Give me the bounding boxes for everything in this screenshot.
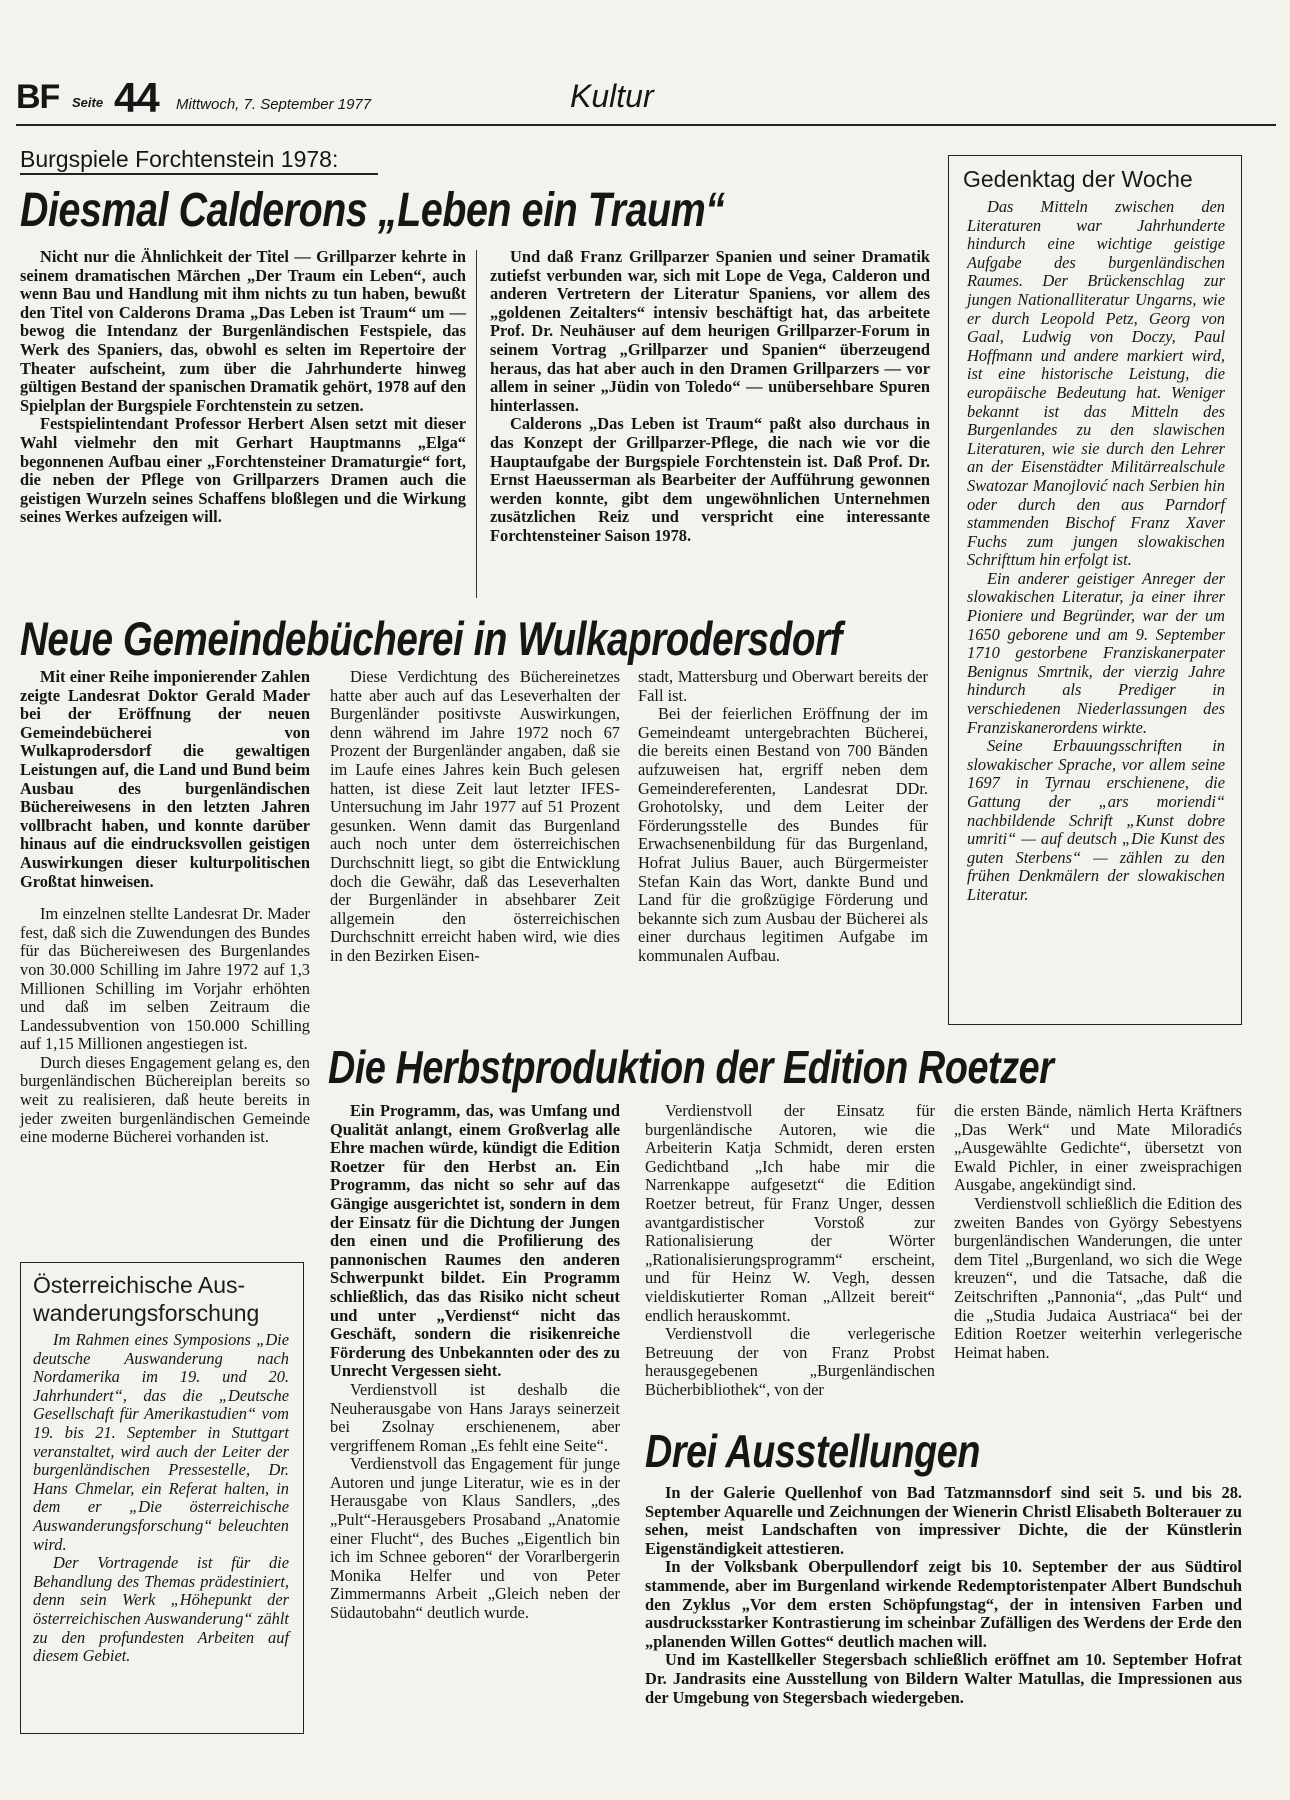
paragraph: Mit einer Reihe imponierender Zahlen zeigte Landesrat Doktor Gerald Mader bei der Eröffnung der neuen Gemeindebücherei von Wulkaprodersdorf die gewaltigen Leistungen auf, die Land und Bund beim Ausbau des burgenländischen Büchereiwesens in den letzten Jahren vollbracht haben, und konnte darüber hinaus auf die eindrucksvollen geistigen Auswirkungen dieser kulturpolitischen Großtat hinweisen. xyxy=(20,667,310,891)
headline-buecherei: Neue Gemeindebücherei in Wulkaprodersdorf xyxy=(20,612,842,665)
gedenktag-title: Gedenktag der Woche xyxy=(963,166,1193,192)
paragraph: In der Volksbank Oberpullendorf zeigt bis 10. September der aus Südtirol stammende, aber im Burgenland wirkende Redemptoristenpater Albert Bundschuh den Zyklus „Vor dem ersten Schöpfungstag“, der in intensiven Farben und ausdrucksstarker Kontrastierung im scheinbar Zufälligen des Werdens der Erde den „planenden Willen Gottes“ deutlich machen will. xyxy=(645,1557,1242,1651)
article2-col1 xyxy=(20,668,310,1147)
title-line: wanderungsforschung xyxy=(33,1300,260,1326)
logo: BF xyxy=(16,78,60,116)
article3-col1 xyxy=(330,1102,620,1623)
paragraph: Bei der feierlichen Eröffnung der im Gemeindeamt untergebrachten Bücherei, die bereits einen Bestand von 700 Bänden aufzuweisen hat, ergriff neben dem Gemeindereferenten, Landesrat DDr. Grohotolsky, und dem Leiter der Förderungsstelle des Bundes für Erwachsenenbildung für das Burgenland, Hofrat Julius Bauer, auch Bürgermeister Stefan Kain das Wort, dankte Bund und Land für die großzügige Förderung und bekannte sich zum Ausbau der Bücherei als einer durchaus legitimen Aufgabe im kommunalen Aufbau. xyxy=(638,704,928,965)
page-label: Seite xyxy=(72,95,104,110)
paragraph: Ein Programm, das, was Umfang und Qualität anlangt, einem Großverlag alle Ehre machen würde, kündigt die Edition Roetzer für den Herbst an. Ein Programm, das nicht so sehr auf das Gängige ausgerichtet ist, sondern in dem der Einsatz für die Dichtung der Jungen den einen und die Profilierung des pannonischen Raumes den anderen Schwerpunkt bildet. Ein Programm schließlich, das das Risiko nicht scheut und unter „Verdienst“ nicht das Geschäft, sondern die risikenreiche Förderung des Unbekannten oder des zu Unrecht Vergessen sieht. xyxy=(330,1101,620,1381)
paragraph: In der Galerie Quellenhof von Bad Tatzmannsdorf sind seit 5. und bis 28. September Aquarelle und Zeichnungen der Wienerin Christl Elisabeth Bolterauer zu sehen, meist Landschaften von impressiver Dichte, die der Künstlerin Eigenständigkeit attestieren. xyxy=(645,1483,1242,1558)
gedenktag-box xyxy=(948,155,1242,1025)
paragraph: Calderons „Das Leben ist Traum“ paßt also durchaus in das Konzept der Grillparzer-Pflege, die nach wie vor die Hauptaufgabe der Burgspiele Forchtenstein ist. Daß Prof. Dr. Ernst Haeusserman als Bearbeiter der Aufführung gewonnen werden konnte, gibt dem ungewöhnlichen Unternehmen zusätzlichen Reiz und verspricht eine interessante Forchtensteiner Saison 1978. xyxy=(490,414,930,545)
paragraph: Durch dieses Engagement gelang es, den burgenländischen Büchereiplan bereits so weit zu realisieren, daß heute bereits in jeder zweiten burgenländischen Gemeinde eine moderne Bücherei vorhanden ist. xyxy=(20,1052,310,1147)
gedenktag-body xyxy=(967,198,1225,905)
issue-date: Mittwoch, 7. September 1977 xyxy=(176,96,372,113)
auswanderung-title xyxy=(33,1271,259,1327)
column-rule xyxy=(476,250,477,598)
auswanderung-body xyxy=(33,1331,289,1666)
paragraph: Verdienstvoll das Engagement für junge Autoren und junge Literatur, wie es in der Herausgabe von Klaus Sandlers, „des „Pult“-Herausgebers Prosaband „Anatomie einer Flucht“, des Buches „Eigentlich bin ich im Schnee geboren“ der Vorarlbergerin Monika Helfer und von Peter Zimmermanns Arbeit „Gleich neben der Südautobahn“ deutlich wurde. xyxy=(330,1454,620,1623)
paragraph: Festspielintendant Professor Herbert Alsen setzt mit dieser Wahl vielmehr den mit Gerhart Hauptmanns „Elga“ begonnenen Aufbau einer „Forchtensteiner Dramaturgie“ fort, die neben der Pflege von Grillparzers Dramen auch die geistigen Wurzeln seines Schaffens bloßlegen und die Wirkung seines Werkes aufzeigen will. xyxy=(20,414,466,527)
article2-col3 xyxy=(638,668,928,966)
paragraph: Diese Verdichtung des Büchereinetzes hatte aber auch auf das Leseverhalten der Burgenländer positivste Auswirkungen, denn während im Jahre 1972 noch 67 Prozent der Burgenländer angaben, daß sie im Laufe eines Jahres kein Buch gelesen hatten, ist diese Zeit laut letzter IFES-Untersuchung im Jahr 1977 auf 51 Prozent gesunken. Wenn damit das Burgenland auch noch unter dem österreichischen Durchschnitt liegt, so gibt die Entwicklung doch die Gewähr, daß das Leseverhalten der Burgenländer in absehbarer Zeit allgemein den österreichischen Durchschnitt erreicht haben wird, wie dies in den Bezirken Eisen- xyxy=(330,667,620,965)
kicker: Burgspiele Forchtenstein 1978: xyxy=(20,146,339,172)
title-line: Österreichische Aus- xyxy=(33,1272,246,1298)
headline-ausstellungen: Drei Ausstellungen xyxy=(645,1425,980,1477)
kicker-rule xyxy=(20,173,378,175)
article1-col2 xyxy=(490,248,930,546)
paragraph: Verdienstvoll schließlich die Edition des zweiten Bandes von György Sebestyens burgenländischen Wanderungen, die unter dem Titel „Burgenland, wo sich die Wege kreuzen“, und die Tatsache, daß die Zeitschriften „Pannonia“, „das Pult“ und die „Studia Judaica Austriaca“ bei der Edition Roetzer weiterhin verlegerische Heimat haben. xyxy=(954,1193,1242,1362)
paragraph: Das Mitteln zwischen den Literaturen war Jahrhunderte hindurch eine wichtige geistige Aufgabe des burgenländischen Raumes. Der Brückenschlag zur jungen Nationalliteratur Ungarns, wie er durch Leopold Petz, Georg von Gaal, Ludwig von Doczy, Paul Hoffmann und andere markiert wird, ist eine historische Leistung, die europäische Bedeutung hat. Weniger bekannt ist das Mitteln des Burgenlandes zu den slawischen Literaturen, wie sie durch den Lehrer an der Eisenstädter Militärrealschule Swatozar Manojlović nach Serbien hin oder durch den aus Parndorf stammenden Bischof Franz Xaver Fuchs zum jungen slowakischen Schrifttum hin erfolgt ist. xyxy=(967,197,1225,570)
paragraph: die ersten Bände, nämlich Herta Kräftners „Das Werk“ und Mate Miloradićs „Ausgewählte Gedichte“, übersetzt von Ewald Pichler, in einer zweisprachigen Ausgabe, angekündigt sind. xyxy=(954,1101,1242,1195)
masthead-rule xyxy=(16,124,1276,126)
section-title: Kultur xyxy=(570,78,654,114)
paragraph: Ein anderer geistiger Anreger der slowakischen Literatur, ja einer ihrer Pioniere und Begründer, war der um 1650 geborene und am 9. September 1710 gestorbene Franziskanerpater Benignus Smrtnik, der vierzig Jahre hindurch als Prediger in verschiedenen Niederlassungen des Franziskanerordens wirkte. xyxy=(967,568,1225,737)
paragraph: Verdienstvoll die verlegerische Betreuung der von Franz Probst herausgegebenen „Burgenländischen Bücherbibliothek“, von der xyxy=(645,1324,935,1399)
paragraph: Verdienstvoll der Einsatz für burgenländische Autoren, wie die Arbeiterin Katja Schmidt, deren ersten Gedichtband „Ich habe mir die Narrenkappe aufgesetzt“ die Edition Roetzer betreut, für Franz Unger, dessen avantgardistischer Vorstoß zur Rationalisierung der Wörter „Rationalisierungsprogramm“ erscheint, und für Heinz W. Vegh, dessen vieldiskutierter Roman „Allzeit bereit“ endlich herauskommt. xyxy=(645,1101,935,1325)
article2-col2 xyxy=(330,668,620,966)
headline-edition-roetzer: Die Herbstproduktion der Edition Roetzer xyxy=(328,1041,1054,1093)
paragraph: Und daß Franz Grillparzer Spanien und seiner Dramatik zutiefst verbunden war, sich mit Lope de Vega, Calderon und anderen Vertretern der Literatur Spaniens, vor allem des „goldenen Zeitalters“ intensiv beschäftigt hat, das arbeitete Prof. Dr. Neuhäuser auf dem heurigen Grillparzer-Forum in seinem Vortrag „Grillparzer und Spanien“ überzeugend heraus, das hat aber auch in den Dramen Grillparzers — vor allem in seiner „Jüdin von Toledo“ — unübersehbare Spuren hinterlassen. xyxy=(490,247,930,415)
paragraph: Der Vortragende ist für die Behandlung des Themas prädestiniert, denn sein Werk „Höhepunkt der österreichischen Auswanderung“ zählt zu den profundesten Arbeiten auf diesem Gebiet. xyxy=(33,1553,289,1666)
headline-calderon: Diesmal Calderons „Leben ein Traum“ xyxy=(20,184,725,237)
auswanderung-box xyxy=(20,1262,304,1734)
paragraph: Im einzelnen stellte Landesrat Dr. Mader fest, daß sich die Zuwendungen des Bundes für das Büchereiwesen des Burgenlandes von 30.000 Schilling im Jahre 1972 auf 1,3 Millionen Schilling im Vorjahr erhöhten und daß im selben Zeitraum die Landessubvention von 150.000 Schilling auf 1,15 Millionen angestiegen ist. xyxy=(20,904,310,1054)
paragraph: Verdienstvoll ist deshalb die Neuherausgabe von Hans Jarays seinerzeit bei Zsolnay erschienenem, aber vergriffenem Roman „Es fehlt eine Seite“. xyxy=(330,1379,620,1455)
article4-body xyxy=(645,1484,1242,1707)
paragraph: Und im Kastellkeller Stegersbach schließlich eröffnet am 10. September Hofrat Dr. Jandrasits eine Ausstellung von Bildern Walter Matullas, die Impressionen aus der Umgebung von Stegersbach wiedergeben. xyxy=(645,1650,1242,1707)
page-number: 44 xyxy=(114,74,159,121)
article3-col3 xyxy=(954,1102,1242,1362)
paragraph: stadt, Mattersburg und Oberwart bereits der Fall ist. xyxy=(638,667,928,705)
paragraph: Im Rahmen eines Symposions „Die deutsche Auswanderung nach Nordamerika im 19. und 20. Jahrhundert“, das die „Deutsche Gesellschaft für Amerikastudien“ vom 19. bis 21. September in Stuttgart veranstaltet, wird auch der Leiter der burgenländischen Pressestelle, Dr. Hans Chmelar, ein Referat halten, in dem er „Die österreichische Auswanderungsforschung“ beleuchten wird. xyxy=(33,1330,289,1554)
article1-col1 xyxy=(20,248,466,527)
article3-col2 xyxy=(645,1102,935,1400)
paragraph: Nicht nur die Ähnlichkeit der Titel — Grillparzer kehrte in seinem dramatischen Märchen „Der Traum ein Leben“, auch wenn Bau und Handlung mit ihm nichts zu tun haben, bewußt den Titel von Calderons Drama „Das Leben ist Traum“ um — bewog die Intendanz der Burgenländischen Festspiele, das Werk des Spaniers, das, obwohl es selten im Repertoire der Theater aufscheint, zum über die Jahrhunderte hinweg gültigen Bestand der spanischen Dramatik gehört, 1978 auf den Spielplan der Burgspiele Forchtenstein zu setzen. xyxy=(20,247,466,415)
paragraph: Seine Erbauungsschriften in slowakischer Sprache, vor allem seine 1697 in Tyrnau erschienene, die Gattung der „ars moriendi“ nachbildende Schrift „Kunst dobre umriti“ — auf deutsch „Die Kunst des guten Sterbens“ — zählen zu den frühen Denkmälern der slowakischen Literatur. xyxy=(967,736,1225,904)
masthead xyxy=(16,74,1276,126)
